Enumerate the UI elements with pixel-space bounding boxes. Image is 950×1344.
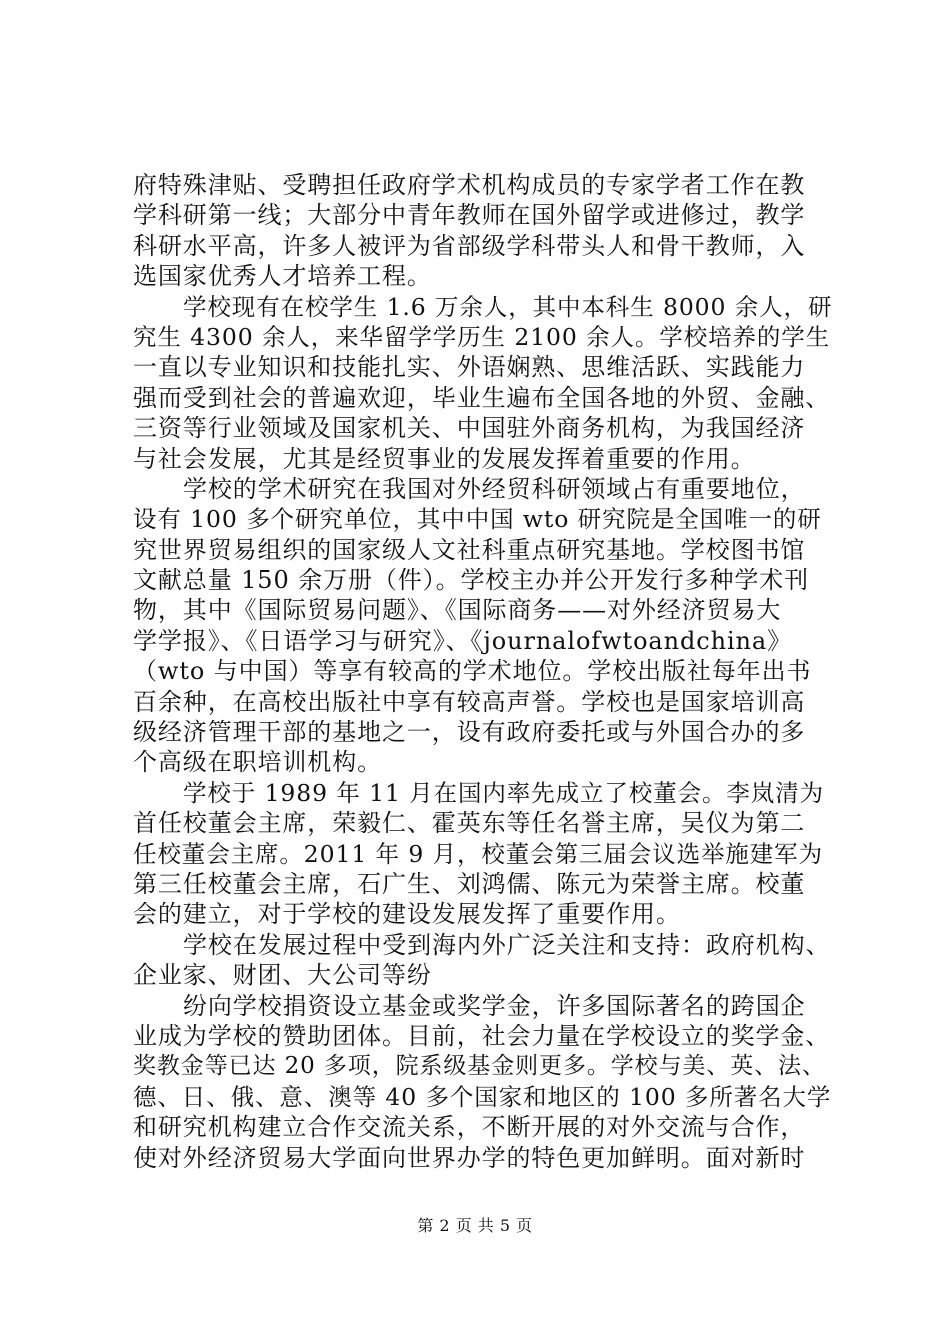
text-line: 级经济管理干部的基地之一，设有政府委托或与外国合办的多 (133, 718, 806, 747)
text-line: 府特殊津贴、受聘担任政府学术机构成员的专家学者工作在教 (133, 171, 806, 199)
text-line: 首任校董会主席，荣毅仁、霍英东等任名誉主席，吴仪为第二 (133, 809, 806, 838)
text-line: 企业家、财团、大公司等纷 (133, 961, 432, 990)
text-line: 纷向学校捐资设立基金或奖学金，许多国际著名的跨国企 (183, 991, 806, 1020)
text-line: 会的建立，对于学校的建设发展发挥了重要作用。 (133, 900, 681, 929)
text-line: 学科研第一线；大部分中青年教师在国外留学或进修过，教学 (133, 201, 806, 230)
page-footer: 第 2 页 共 5 页 (417, 1216, 533, 1235)
text-line: 第三任校董会主席，石广生、刘鸿儒、陈元为荣誉主席。校董 (133, 869, 806, 898)
text-line: 科研水平高，许多人被评为省部级学科带头人和骨干教师，入 (133, 231, 806, 260)
text-line: 设有 100 多个研究单位，其中中国 wto 研究院是全国唯一的研 (133, 505, 822, 534)
text-line: 个高级在职培训机构。 (133, 748, 382, 777)
text-line: 究生 4300 余人，来华留学学历生 2100 余人。学校培养的学生 (133, 322, 831, 351)
text-line: 学校现有在校学生 1.6 万余人，其中本科生 8000 余人，研 (183, 292, 833, 321)
text-line: 选国家优秀人才培养工程。 (133, 262, 432, 291)
text-line: 任校董会主席。2011 年 9 月，校董会第三届会议选举施建军为 (133, 839, 823, 868)
text-line: 学学报》、《日语学习与研究》、《journalofwtoandchina》 (133, 626, 792, 655)
text-line: 业成为学校的赞助团体。目前，社会力量在学校设立的奖学金、 (133, 1021, 831, 1050)
text-line: 德、日、俄、意、澳等 40 多个国家和地区的 100 多所著名大学 (133, 1082, 832, 1111)
text-line: 文献总量 150 余万册（件）。学校主办并公开发行多种学术刊 (133, 566, 810, 595)
text-line: 强而受到社会的普遍欢迎，毕业生遍布全国各地的外贸、金融、 (133, 383, 831, 412)
body-text (133, 170, 833, 1173)
text-line: 究世界贸易组织的国家级人文社科重点研究基地。学校图书馆 (133, 535, 806, 564)
text-line: 和研究机构建立合作交流关系，不断开展的对外交流与合作， (133, 1113, 806, 1142)
text-line: 百余种，在高校出版社中享有较高声誉。学校也是国家培训高 (133, 687, 806, 716)
text-line: 奖教金等已达 20 多项，院系级基金则更多。学校与美、英、法、 (133, 1053, 826, 1080)
text-line: 物，其中《国际贸易问题》、《国际商务——对外经济贸易大 (133, 596, 782, 625)
text-line: （wto 与中国）等享有较高的学术地位。学校出版社每年出书 (133, 657, 812, 686)
text-line: 与社会发展，尤其是经贸事业的发展发挥着重要的作用。 (133, 444, 756, 473)
text-line: 使对外经济贸易大学面向世界办学的特色更加鲜明。面对新时 (133, 1143, 806, 1172)
text-line: 学校在发展过程中受到海内外广泛关注和支持：政府机构、 (183, 930, 831, 959)
text-line: 学校于 1989 年 11 月在国内率先成立了校董会。李岚清为 (183, 778, 824, 807)
text-line: 一直以专业知识和技能扎实、外语娴熟、思维活跃、实践能力 (133, 353, 806, 382)
text-line: 三资等行业领域及国家机关、中国驻外商务机构，为我国经济 (133, 414, 806, 443)
text-line: 学校的学术研究在我国对外经贸科研领域占有重要地位， (183, 474, 806, 503)
